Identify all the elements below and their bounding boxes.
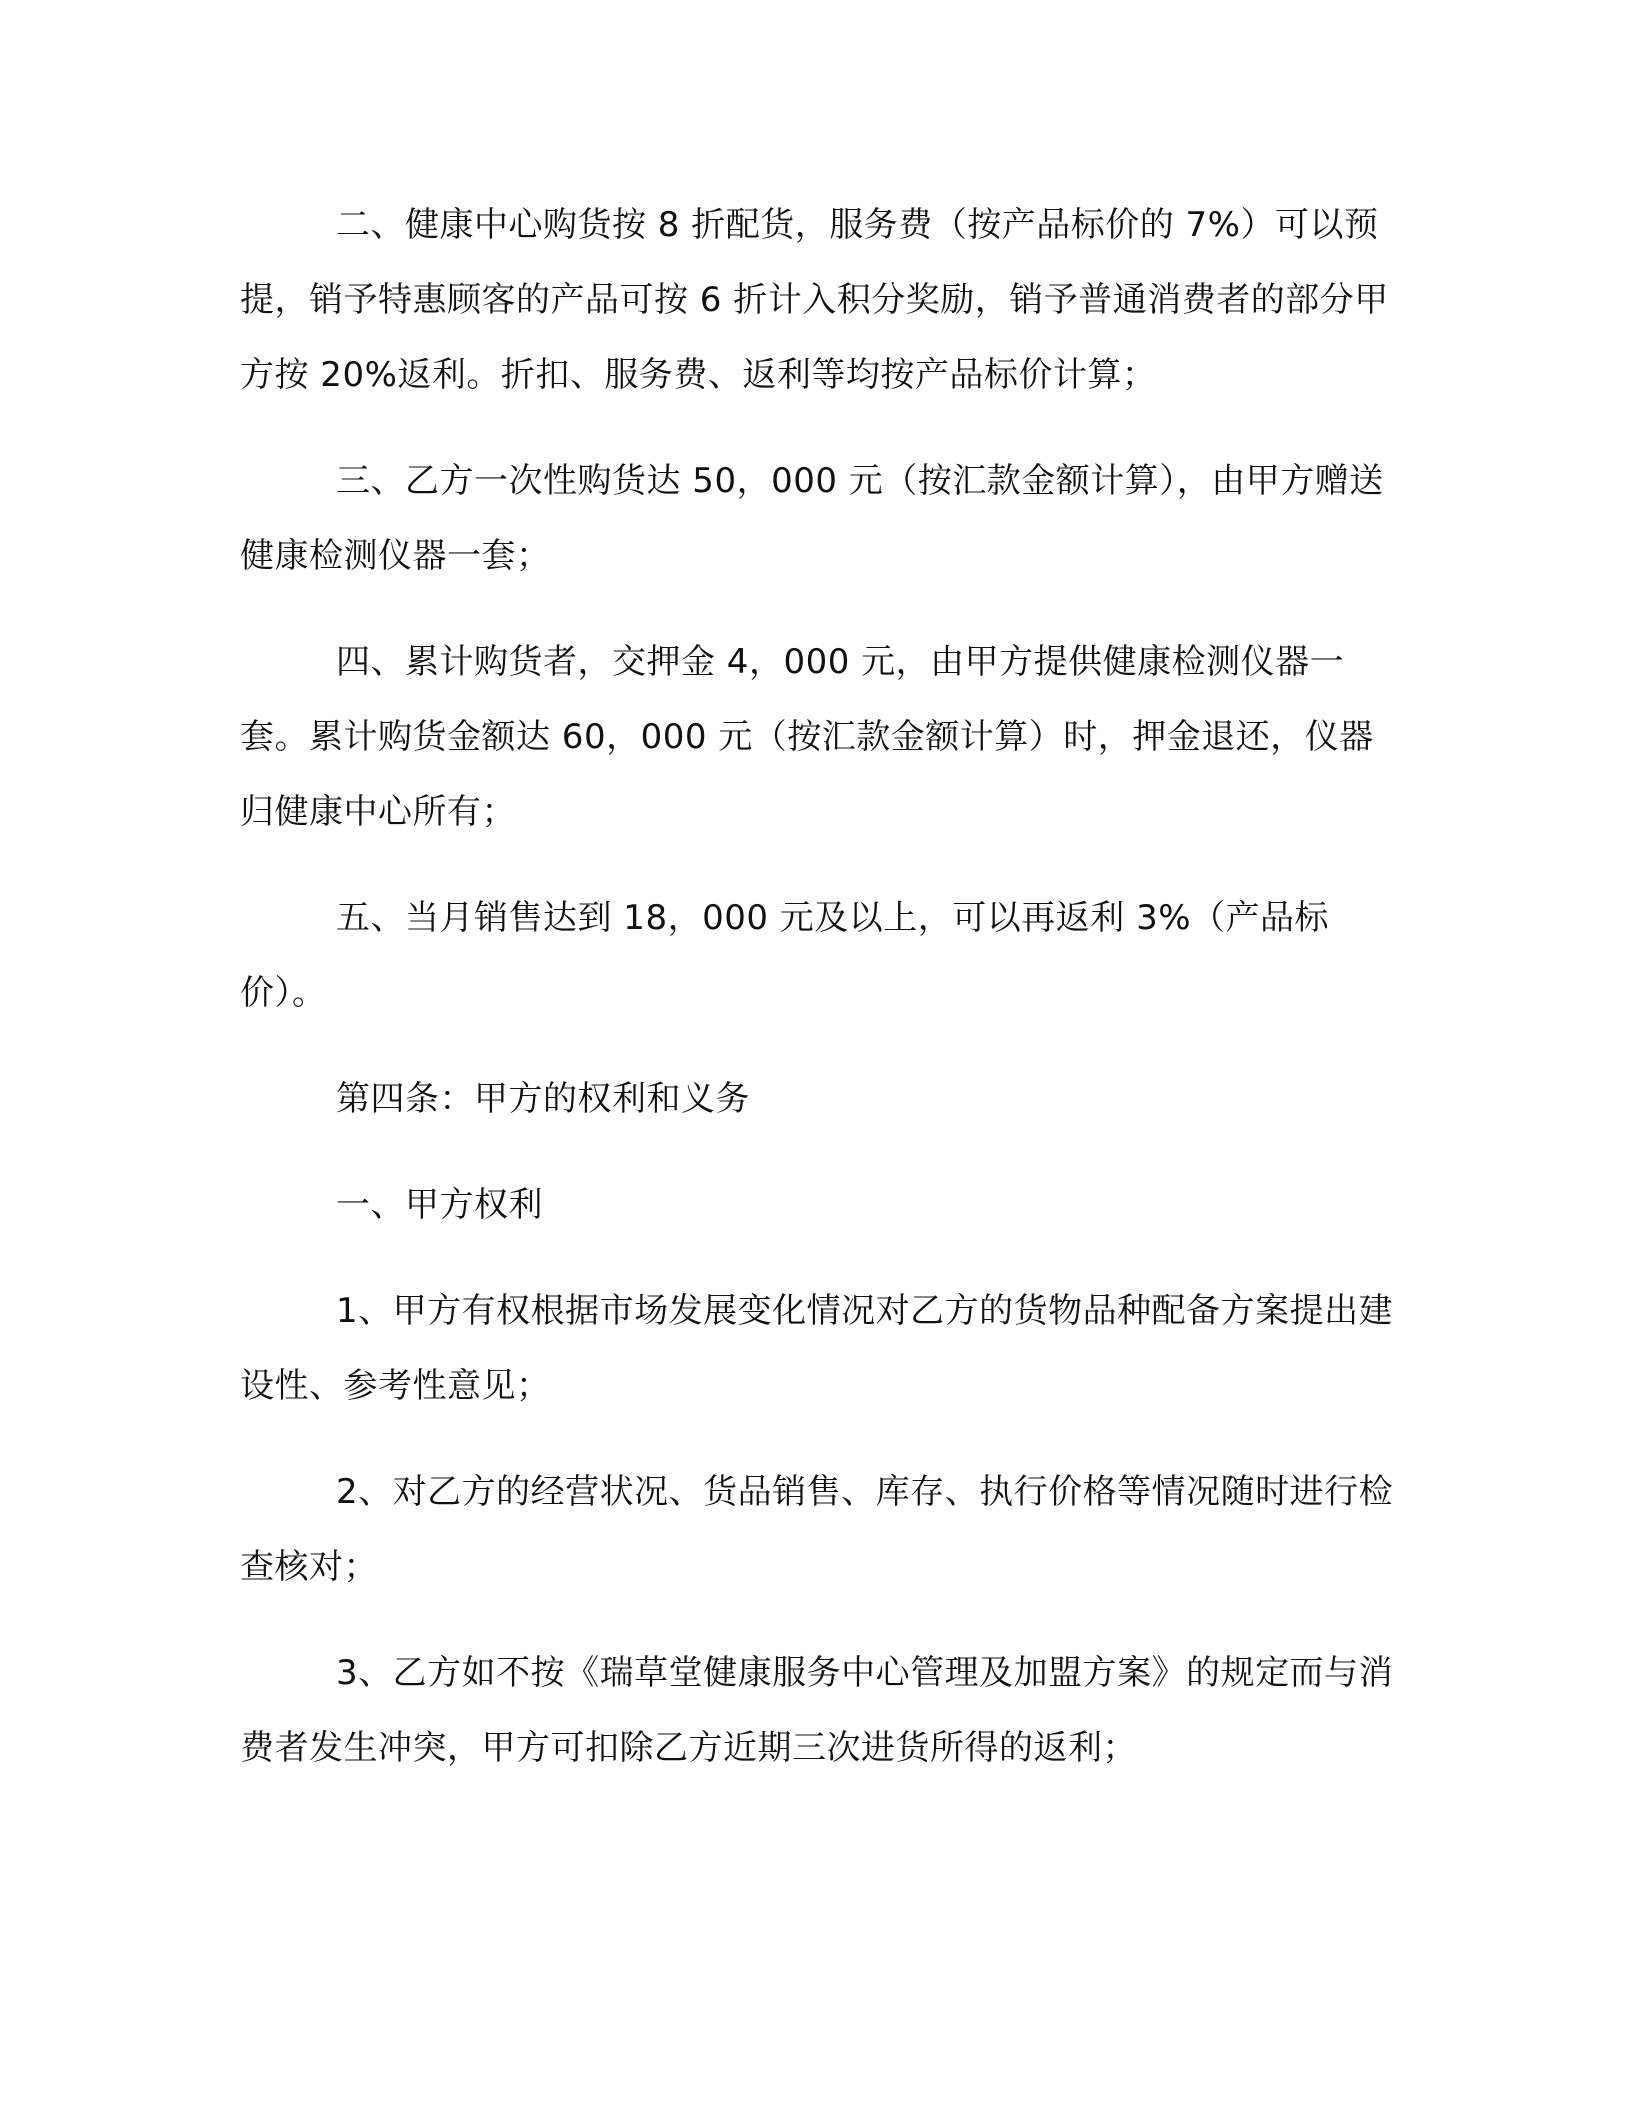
paragraph-discount-terms: 二、健康中心购货按 8 折配货，服务费（按产品标价的 7%）可以预提，销予特惠顾客的产品可按 6 折计入积分奖励，销予普通消费者的部分甲方按 20%返利。折扣、服务费、返利等均按产品标价计算； xyxy=(240,205,1389,395)
paragraph-right-1: 1、甲方有权根据市场发展变化情况对乙方的货物品种配备方案提出建设性、参考性意见； xyxy=(240,1291,1394,1406)
article-heading: 第四条：甲方的权利和义务 xyxy=(336,1079,750,1119)
paragraph-cumulative-purchase: 四、累计购货者，交押金 4，000 元，由甲方提供健康检测仪器一套。累计购货金额达 60，000 元（按汇款金额计算）时，押金退还，仪器归健康中心所有； xyxy=(240,642,1374,832)
paragraph-right-3: 3、乙方如不按《瑞草堂健康服务中心管理及加盟方案》的规定而与消费者发生冲突，甲方可扣除乙方近期三次进货所得的返利； xyxy=(240,1653,1394,1768)
paragraph-right-2: 2、对乙方的经营状况、货品销售、库存、执行价格等情况随时进行检查核对； xyxy=(240,1472,1394,1587)
document-body xyxy=(240,188,1400,1817)
paragraph-monthly-rebate: 五、当月销售达到 18，000 元及以上，可以再返利 3%（产品标价）。 xyxy=(240,898,1330,1013)
paragraph-one-time-purchase: 三、乙方一次性购货达 50，000 元（按汇款金额计算），由甲方赠送健康检测仪器一套； xyxy=(240,461,1384,576)
section-heading-party-a-rights: 一、甲方权利 xyxy=(336,1185,543,1225)
